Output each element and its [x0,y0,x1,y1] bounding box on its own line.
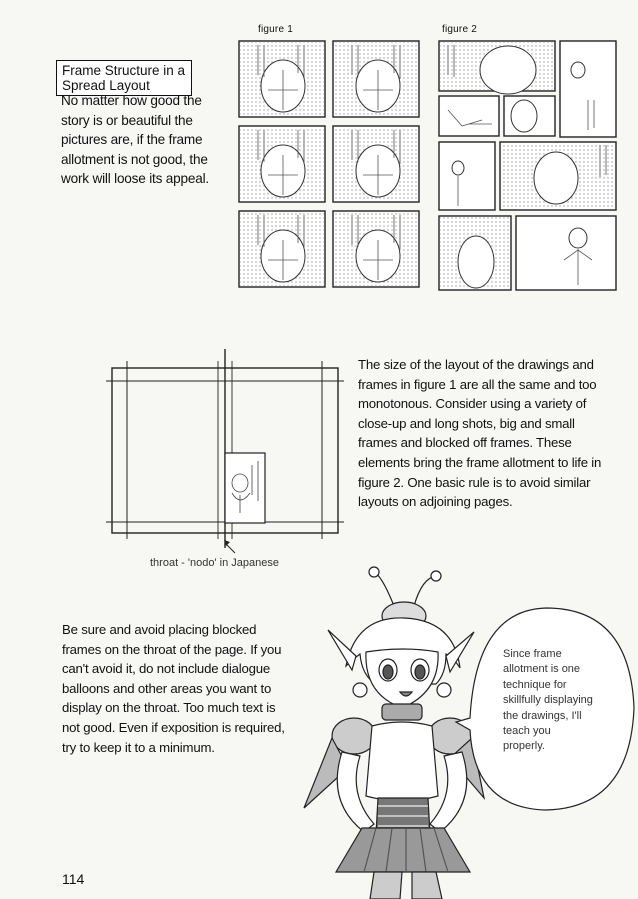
layout-line: frames in figure 1 are all the same and too [358,376,597,392]
layout-line: layouts on adjoining pages. [358,494,513,510]
throat-paragraph [62,620,285,757]
intro-line: pictures are, if the frame [61,132,203,148]
bubble-line: technique for [503,678,567,691]
anime-girl-illustration [296,566,486,899]
bubble-line: Since frame [503,648,562,660]
throat-line: balloons and other areas you want to [62,680,272,696]
layout-line: frames and blocked off frames. These [358,435,572,451]
throat-diagram [100,343,352,555]
throat-line: frames on the throat of the page. If you [62,641,282,657]
figure-2-label: figure 2 [442,24,477,35]
section-heading-line: Frame Structure in a [62,63,186,78]
intro-paragraph [61,91,209,189]
layout-paragraph [358,355,601,512]
figure-2-panel-grid [438,40,618,292]
figure-1-label: figure 1 [258,24,293,35]
throat-line: display on the throat. Too much text is [62,700,276,716]
throat-line: can't avoid it, do not include dialogue [62,661,271,677]
section-heading-line: Spread Layout [62,78,150,93]
layout-line: close-up and long shots, big and small [358,415,575,431]
bubble-line: teach you [503,725,551,738]
intro-line: No matter how good the [61,93,202,108]
throat-line: try to keep it to a minimum. [62,739,215,755]
intro-line: allotment is not good, the [61,151,208,167]
layout-line: figure 2. One basic rule is to avoid similar [358,474,591,490]
throat-line: not good. Even if exposition is required, [62,719,285,735]
figure-1-panel-grid [238,40,420,290]
bubble-line: allotment is one [503,663,581,676]
layout-line: monotonous. Consider using a variety of [358,396,587,412]
layout-line: The size of the layout of the drawings and [358,357,594,372]
bubble-line: the drawings, I'll [503,709,582,722]
intro-line: story is or beautiful the [61,112,193,128]
bubble-line: properly. [503,740,545,753]
layout-line: elements bring the frame allotment to life in [358,454,602,470]
speech-bubble-text [503,647,593,755]
throat-line: Be sure and avoid placing blocked [62,622,257,637]
bubble-line: skillfully displaying [503,694,593,707]
page-number: 114 [62,871,85,887]
intro-line: work will loose its appeal. [61,171,209,187]
throat-caption: throat - 'nodo' in Japanese [150,557,279,569]
